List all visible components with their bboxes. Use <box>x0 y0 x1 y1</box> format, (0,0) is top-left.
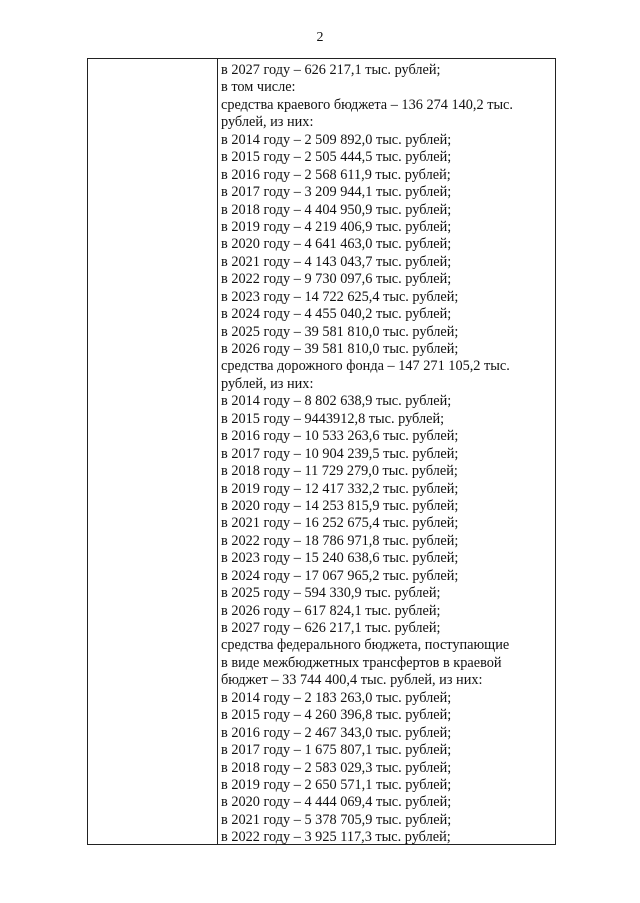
text-line: в 2020 году – 4 641 463,0 тыс. рублей; <box>221 236 452 253</box>
text-line: в том числе: <box>221 79 296 96</box>
text-line: в 2018 году – 4 404 950,9 тыс. рублей; <box>221 201 452 218</box>
text-line: в 2025 году – 594 330,9 тыс. рублей; <box>221 585 441 602</box>
text-line: в 2016 году – 2 467 343,0 тыс. рублей; <box>221 724 452 741</box>
funding-details-cell <box>221 62 553 847</box>
text-line: в 2015 году – 2 505 444,5 тыс. рублей; <box>221 149 452 166</box>
text-line: средства дорожного фонда – 147 271 105,2 тыс. <box>221 358 510 375</box>
text-line: в 2022 году – 3 925 117,3 тыс. рублей; <box>221 829 451 846</box>
text-line: бюджет – 33 744 400,4 тыс. рублей, из них: <box>221 672 483 689</box>
page-number: 2 <box>316 30 324 45</box>
text-line: в 2025 году – 39 581 810,0 тыс. рублей; <box>221 323 459 340</box>
text-line: в 2021 году – 5 378 705,9 тыс. рублей; <box>221 811 452 828</box>
text-line: в 2027 году – 626 217,1 тыс. рублей; <box>221 620 441 636</box>
text-line: в 2015 году – 4 260 396,8 тыс. рублей; <box>221 707 452 724</box>
text-line: в 2027 году – 626 217,1 тыс. рублей; <box>221 62 441 78</box>
text-line: в 2026 году – 617 824,1 тыс. рублей; <box>221 602 441 619</box>
text-line: в 2021 году – 16 252 675,4 тыс. рублей; <box>221 515 459 532</box>
text-line: в 2023 году – 15 240 638,6 тыс. рублей; <box>221 550 459 567</box>
text-line: в 2021 году – 4 143 043,7 тыс. рублей; <box>221 253 452 270</box>
text-line: в 2017 году – 10 904 239,5 тыс. рублей; <box>221 445 459 462</box>
text-line: рублей, из них: <box>221 114 314 131</box>
text-line: в 2014 году – 2 509 892,0 тыс. рублей; <box>221 131 452 148</box>
text-line: рублей, из них: <box>221 375 314 392</box>
text-line: в 2018 году – 11 729 279,0 тыс. рублей; <box>221 463 458 480</box>
text-line: средства федерального бюджета, поступающие <box>221 637 510 654</box>
text-line: в 2024 году – 4 455 040,2 тыс. рублей; <box>221 306 452 323</box>
text-line: в 2017 году – 1 675 807,1 тыс. рублей; <box>221 742 452 759</box>
text-line: в 2014 году – 2 183 263,0 тыс. рублей; <box>221 689 452 706</box>
text-line: в 2018 году – 2 583 029,3 тыс. рублей; <box>221 759 452 776</box>
text-line: в 2019 году – 4 219 406,9 тыс. рублей; <box>221 218 452 235</box>
text-line: в 2016 году – 2 568 611,9 тыс. рублей; <box>221 166 451 183</box>
text-line: в 2014 году – 8 802 638,9 тыс. рублей; <box>221 393 452 410</box>
text-line: в 2022 году – 18 786 971,8 тыс. рублей; <box>221 532 459 549</box>
text-line: в 2015 году – 9443912,8 тыс. рублей; <box>221 410 445 427</box>
text-line: в 2016 году – 10 533 263,6 тыс. рублей; <box>221 428 459 445</box>
text-line: в 2022 году – 9 730 097,6 тыс. рублей; <box>221 271 452 288</box>
text-line: в 2020 году – 14 253 815,9 тыс. рублей; <box>221 497 459 514</box>
text-line: в 2020 году – 4 444 069,4 тыс. рублей; <box>221 794 452 811</box>
text-line: в 2024 году – 17 067 965,2 тыс. рублей; <box>221 567 459 584</box>
text-line: в 2019 году – 2 650 571,1 тыс. рублей; <box>221 776 452 793</box>
text-line: в виде межбюджетных трансфертов в краевой <box>221 654 502 671</box>
text-line: в 2019 году – 12 417 332,2 тыс. рублей; <box>221 480 459 497</box>
text-line: в 2026 году – 39 581 810,0 тыс. рублей; <box>221 341 459 357</box>
funding-table <box>87 58 556 845</box>
text-line: в 2017 году – 3 209 944,1 тыс. рублей; <box>221 184 452 201</box>
text-line: средства краевого бюджета – 136 274 140,2 тыс. <box>221 96 513 113</box>
column-divider <box>217 59 218 844</box>
text-line: в 2023 году – 14 722 625,4 тыс. рублей; <box>221 288 459 305</box>
